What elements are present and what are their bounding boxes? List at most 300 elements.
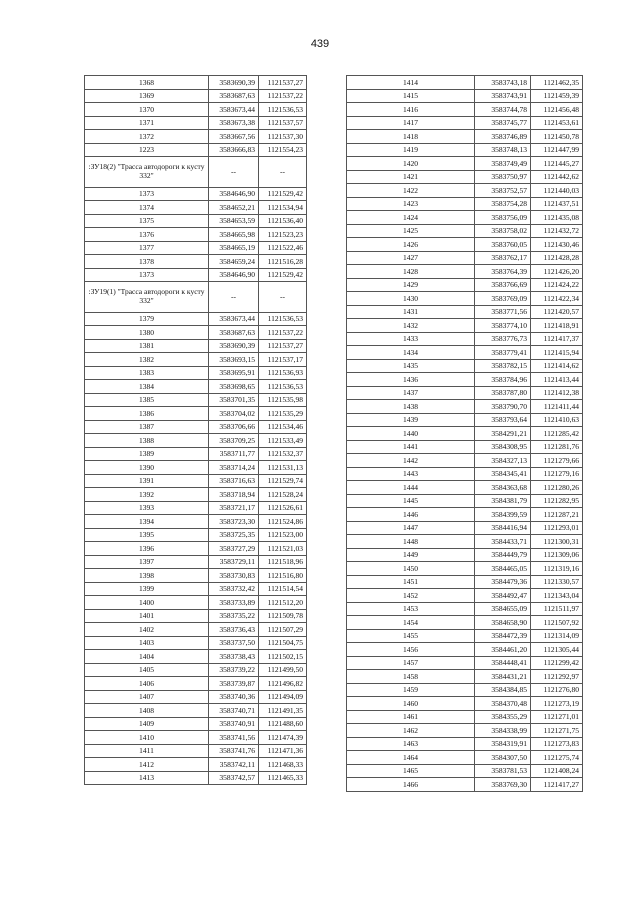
y-coordinate-cell: 1121494,09 (259, 690, 307, 704)
table-row (85, 474, 307, 488)
table-row (347, 602, 583, 616)
table-row (347, 481, 583, 495)
x-coordinate-cell: 3584327,13 (475, 454, 531, 468)
point-number-cell: 1429 (347, 278, 475, 292)
point-number-cell: 1380 (85, 326, 209, 340)
point-number-cell: 1407 (85, 690, 209, 704)
table-row (347, 413, 583, 427)
table-row (85, 636, 307, 650)
y-coordinate-cell: 1121518,96 (259, 555, 307, 569)
y-coordinate-cell: 1121465,33 (259, 771, 307, 785)
y-coordinate-cell: 1121516,80 (259, 569, 307, 583)
y-coordinate-cell: 1121299,42 (531, 656, 583, 670)
x-coordinate-cell: 3583752,57 (475, 184, 531, 198)
point-number-cell: 1425 (347, 224, 475, 238)
table-row (347, 251, 583, 265)
x-coordinate-cell: 3583748,13 (475, 143, 531, 157)
x-coordinate-cell: 3583690,39 (209, 339, 259, 353)
x-coordinate-cell: 3583740,71 (209, 704, 259, 718)
point-number-cell: 1368 (85, 76, 209, 90)
section-label-cell: :ЗУ18(2) "Трасса автодороги к кусту 332" (85, 157, 209, 188)
x-coordinate-cell: 3584461,20 (475, 643, 531, 657)
x-coordinate-cell: 3583729,11 (209, 555, 259, 569)
table-row (85, 758, 307, 772)
point-number-cell: 1403 (85, 636, 209, 650)
y-coordinate-cell: 1121300,31 (531, 535, 583, 549)
table-row (85, 103, 307, 117)
table-row (347, 643, 583, 657)
table-row (85, 241, 307, 255)
x-coordinate-cell: 3583745,77 (475, 116, 531, 130)
point-number-cell: 1378 (85, 255, 209, 269)
point-number-cell: 1411 (85, 744, 209, 758)
table-row (347, 211, 583, 225)
point-number-cell: 1423 (347, 197, 475, 211)
point-number-cell: 1433 (347, 332, 475, 346)
y-coordinate-cell: 1121523,00 (259, 528, 307, 542)
x-coordinate-cell: 3583714,24 (209, 461, 259, 475)
y-coordinate-cell: 1121531,13 (259, 461, 307, 475)
y-coordinate-cell: 1121418,91 (531, 319, 583, 333)
x-coordinate-cell: 3584381,79 (475, 494, 531, 508)
y-coordinate-cell: 1121280,26 (531, 481, 583, 495)
y-coordinate-cell: 1121417,37 (531, 332, 583, 346)
table-row (85, 89, 307, 103)
y-coordinate-cell: 1121420,57 (531, 305, 583, 319)
x-coordinate-cell: 3583782,15 (475, 359, 531, 373)
point-number-cell: 1440 (347, 427, 475, 441)
y-coordinate-cell: 1121271,01 (531, 710, 583, 724)
x-coordinate-cell: 3583693,15 (209, 353, 259, 367)
table-row (85, 650, 307, 664)
point-number-cell: 1428 (347, 265, 475, 279)
table-row (85, 326, 307, 340)
table-row (347, 373, 583, 387)
y-coordinate-cell: 1121471,36 (259, 744, 307, 758)
y-coordinate-cell: 1121535,29 (259, 407, 307, 421)
point-number-cell: 1445 (347, 494, 475, 508)
y-coordinate-cell: 1121410,63 (531, 413, 583, 427)
point-number-cell: 1442 (347, 454, 475, 468)
y-coordinate-cell: 1121276,80 (531, 683, 583, 697)
table-row (347, 710, 583, 724)
x-coordinate-cell: 3583769,09 (475, 292, 531, 306)
x-coordinate-cell: 3583743,18 (475, 76, 531, 90)
point-number-cell: 1384 (85, 380, 209, 394)
point-number-cell: 1382 (85, 353, 209, 367)
y-coordinate-cell: 1121516,28 (259, 255, 307, 269)
table-row (85, 228, 307, 242)
point-number-cell: 1398 (85, 569, 209, 583)
point-number-cell: 1439 (347, 413, 475, 427)
x-coordinate-cell: 3584448,41 (475, 656, 531, 670)
point-number-cell: 1401 (85, 609, 209, 623)
y-coordinate-cell: 1121507,92 (531, 616, 583, 630)
y-coordinate-cell: 1121343,04 (531, 589, 583, 603)
table-row (347, 778, 583, 792)
table-row (347, 751, 583, 765)
y-coordinate-cell: 1121529,42 (259, 187, 307, 201)
y-coordinate-cell: 1121509,78 (259, 609, 307, 623)
x-coordinate-cell: 3584399,59 (475, 508, 531, 522)
section-header-row (85, 282, 307, 313)
table-row (347, 494, 583, 508)
point-number-cell: 1399 (85, 582, 209, 596)
table-row (347, 548, 583, 562)
table-row (85, 214, 307, 228)
x-coordinate-cell: 3584465,05 (475, 562, 531, 576)
x-coordinate-cell: 3583787,80 (475, 386, 531, 400)
point-number-cell: 1435 (347, 359, 475, 373)
coordinates-table-right (346, 75, 583, 792)
point-number-cell: 1375 (85, 214, 209, 228)
table-row (85, 542, 307, 556)
y-coordinate-cell: 1121537,17 (259, 353, 307, 367)
table-row (85, 447, 307, 461)
y-coordinate-cell: 1121496,82 (259, 677, 307, 691)
x-coordinate-cell: 3584646,90 (209, 268, 259, 282)
point-number-cell: 1451 (347, 575, 475, 589)
x-coordinate-cell: 3583698,65 (209, 380, 259, 394)
point-number-cell: 1418 (347, 130, 475, 144)
x-coordinate-cell: 3584653,59 (209, 214, 259, 228)
y-coordinate-cell: 1121279,16 (531, 467, 583, 481)
point-number-cell: 1447 (347, 521, 475, 535)
x-coordinate-cell: 3584363,68 (475, 481, 531, 495)
y-coordinate-cell: 1121523,23 (259, 228, 307, 242)
x-coordinate-cell: 3583673,44 (209, 312, 259, 326)
x-coordinate-cell: 3583716,63 (209, 474, 259, 488)
y-coordinate-cell: 1121271,75 (531, 724, 583, 738)
table-row (85, 76, 307, 90)
y-coordinate-cell: 1121287,21 (531, 508, 583, 522)
point-number-cell: 1393 (85, 501, 209, 515)
x-coordinate-cell: 3583736,43 (209, 623, 259, 637)
point-number-cell: 1383 (85, 366, 209, 380)
table-row (347, 292, 583, 306)
point-number-cell: 1415 (347, 89, 475, 103)
point-number-cell: 1446 (347, 508, 475, 522)
point-number-cell: 1436 (347, 373, 475, 387)
table-row (347, 683, 583, 697)
x-coordinate-cell: 3583709,25 (209, 434, 259, 448)
point-number-cell: 1413 (85, 771, 209, 785)
y-coordinate-cell: 1121474,39 (259, 731, 307, 745)
table-row (85, 690, 307, 704)
x-coordinate-cell: 3584416,94 (475, 521, 531, 535)
table-row (347, 521, 583, 535)
y-coordinate-cell: 1121462,35 (531, 76, 583, 90)
x-coordinate-cell: 3584307,50 (475, 751, 531, 765)
table-row (347, 670, 583, 684)
x-coordinate-cell: 3584665,98 (209, 228, 259, 242)
x-coordinate-cell: 3583701,35 (209, 393, 259, 407)
table-row (85, 380, 307, 394)
table-row (347, 346, 583, 360)
y-coordinate-cell: 1121426,20 (531, 265, 583, 279)
y-coordinate-cell: 1121330,57 (531, 575, 583, 589)
point-number-cell: 1416 (347, 103, 475, 117)
y-coordinate-cell: 1121522,46 (259, 241, 307, 255)
x-coordinate-cell: 3583739,22 (209, 663, 259, 677)
x-coordinate-cell: 3583666,83 (209, 143, 259, 157)
table-row (347, 103, 583, 117)
table-row (347, 589, 583, 603)
x-coordinate-cell: 3584658,90 (475, 616, 531, 630)
x-coordinate-cell: 3584431,21 (475, 670, 531, 684)
y-coordinate-cell: 1121512,20 (259, 596, 307, 610)
table-row (85, 393, 307, 407)
point-number-cell: 1448 (347, 535, 475, 549)
point-number-cell: 1408 (85, 704, 209, 718)
point-number-cell: 1424 (347, 211, 475, 225)
y-coordinate-cell: 1121537,30 (259, 130, 307, 144)
table-row (85, 339, 307, 353)
x-coordinate-cell: 3583667,56 (209, 130, 259, 144)
y-coordinate-cell: 1121536,93 (259, 366, 307, 380)
point-number-cell: 1450 (347, 562, 475, 576)
point-number-cell: 1396 (85, 542, 209, 556)
table-row (85, 555, 307, 569)
table-row (347, 575, 583, 589)
point-number-cell: 1373 (85, 187, 209, 201)
coordinates-table-left (84, 75, 307, 785)
table-row (85, 515, 307, 529)
table-row (347, 184, 583, 198)
table-row (85, 353, 307, 367)
x-coordinate-cell: 3583781,53 (475, 764, 531, 778)
x-coordinate-cell: 3583793,64 (475, 413, 531, 427)
table-row (85, 677, 307, 691)
y-coordinate-cell: 1121437,51 (531, 197, 583, 211)
table-row (347, 508, 583, 522)
point-number-cell: 1370 (85, 103, 209, 117)
y-coordinate-cell: 1121524,86 (259, 515, 307, 529)
y-coordinate-cell: 1121279,66 (531, 454, 583, 468)
table-row (85, 143, 307, 157)
y-coordinate-cell: 1121536,53 (259, 103, 307, 117)
x-coordinate-cell: 3583739,87 (209, 677, 259, 691)
y-coordinate-cell: 1121504,75 (259, 636, 307, 650)
y-coordinate-cell: 1121536,40 (259, 214, 307, 228)
y-coordinate-cell: 1121514,54 (259, 582, 307, 596)
y-coordinate-cell: 1121533,49 (259, 434, 307, 448)
table-row (347, 170, 583, 184)
point-number-cell: 1437 (347, 386, 475, 400)
table-row (85, 731, 307, 745)
x-coordinate-cell: 3583737,50 (209, 636, 259, 650)
x-coordinate-cell: 3583779,41 (475, 346, 531, 360)
point-number-cell: 1404 (85, 650, 209, 664)
table-row (85, 201, 307, 215)
point-number-cell: 1369 (85, 89, 209, 103)
x-coordinate-cell: 3583733,89 (209, 596, 259, 610)
table-row (347, 629, 583, 643)
point-number-cell: 1422 (347, 184, 475, 198)
table-row (347, 386, 583, 400)
x-coordinate-cell: 3583756,09 (475, 211, 531, 225)
point-number-cell: 1420 (347, 157, 475, 171)
y-coordinate-cell: 1121314,09 (531, 629, 583, 643)
y-coordinate-cell: 1121459,39 (531, 89, 583, 103)
x-coordinate-cell: 3584449,79 (475, 548, 531, 562)
x-coordinate-cell: 3583741,76 (209, 744, 259, 758)
x-coordinate-cell: 3584479,36 (475, 575, 531, 589)
point-number-cell: 1372 (85, 130, 209, 144)
x-coordinate-cell: 3583749,49 (475, 157, 531, 171)
table-row (85, 420, 307, 434)
x-coordinate-cell: 3583740,91 (209, 717, 259, 731)
x-coordinate-cell: 3584319,91 (475, 737, 531, 751)
y-coordinate-cell: 1121319,16 (531, 562, 583, 576)
x-coordinate-cell: 3583690,39 (209, 76, 259, 90)
section-header-row (85, 157, 307, 188)
x-coordinate-cell: 3583790,70 (475, 400, 531, 414)
x-coordinate-cell: 3583742,11 (209, 758, 259, 772)
y-coordinate-cell: 1121536,53 (259, 312, 307, 326)
y-coordinate-cell: 1121537,27 (259, 339, 307, 353)
table-row (347, 76, 583, 90)
x-coordinate-cell: 3584652,21 (209, 201, 259, 215)
y-coordinate-cell: 1121534,46 (259, 420, 307, 434)
table-row (85, 744, 307, 758)
y-coordinate-cell: 1121413,44 (531, 373, 583, 387)
x-coordinate-cell: 3583744,78 (475, 103, 531, 117)
table-row (347, 454, 583, 468)
point-number-cell: 1385 (85, 393, 209, 407)
x-coordinate-cell: 3583766,69 (475, 278, 531, 292)
point-number-cell: 1389 (85, 447, 209, 461)
table-row (85, 704, 307, 718)
y-coordinate-cell: 1121529,42 (259, 268, 307, 282)
y-coordinate-cell: 1121537,27 (259, 76, 307, 90)
y-coordinate-cell: 1121415,94 (531, 346, 583, 360)
x-coordinate-cell: 3583730,83 (209, 569, 259, 583)
point-number-cell: 1386 (85, 407, 209, 421)
table-row (347, 359, 583, 373)
table-row (347, 238, 583, 252)
point-number-cell: 1444 (347, 481, 475, 495)
y-coordinate-cell: 1121537,57 (259, 116, 307, 130)
y-coordinate-cell: 1121534,94 (259, 201, 307, 215)
y-coordinate-cell: 1121422,34 (531, 292, 583, 306)
y-coordinate-cell: 1121532,37 (259, 447, 307, 461)
point-number-cell: 1453 (347, 602, 475, 616)
point-number-cell: 1441 (347, 440, 475, 454)
point-number-cell: 1223 (85, 143, 209, 157)
y-coordinate-cell: 1121305,44 (531, 643, 583, 657)
y-coordinate-cell: 1121502,15 (259, 650, 307, 664)
y-coordinate-cell: 1121535,98 (259, 393, 307, 407)
table-row (347, 89, 583, 103)
table-row (347, 305, 583, 319)
x-coordinate-cell: 3583743,91 (475, 89, 531, 103)
point-number-cell: 1400 (85, 596, 209, 610)
table-row (347, 440, 583, 454)
y-coordinate-cell: 1121424,22 (531, 278, 583, 292)
y-coordinate-cell: 1121430,46 (531, 238, 583, 252)
x-coordinate-cell: 3583732,42 (209, 582, 259, 596)
table-row (85, 130, 307, 144)
y-coordinate-cell: 1121554,23 (259, 143, 307, 157)
table-row (85, 528, 307, 542)
table-row (85, 268, 307, 282)
point-number-cell: 1462 (347, 724, 475, 738)
y-coordinate-cell: 1121521,03 (259, 542, 307, 556)
y-coordinate-cell: 1121292,97 (531, 670, 583, 684)
point-number-cell: 1430 (347, 292, 475, 306)
point-number-cell: 1388 (85, 434, 209, 448)
y-coordinate-cell: 1121445,27 (531, 157, 583, 171)
point-number-cell: 1417 (347, 116, 475, 130)
point-number-cell: 1371 (85, 116, 209, 130)
y-coordinate-cell: 1121511,97 (531, 602, 583, 616)
point-number-cell: 1460 (347, 697, 475, 711)
y-coordinate-cell: 1121432,72 (531, 224, 583, 238)
x-coordinate-cell: 3583754,28 (475, 197, 531, 211)
point-number-cell: 1421 (347, 170, 475, 184)
point-number-cell: 1452 (347, 589, 475, 603)
point-number-cell: 1432 (347, 319, 475, 333)
x-coordinate-cell: 3583762,17 (475, 251, 531, 265)
point-number-cell: 1464 (347, 751, 475, 765)
x-coordinate-cell: 3584370,48 (475, 697, 531, 711)
table-row (85, 582, 307, 596)
y-coordinate-cell: 1121275,74 (531, 751, 583, 765)
x-coordinate-cell: 3583687,63 (209, 89, 259, 103)
point-number-cell: 1392 (85, 488, 209, 502)
table-row (85, 717, 307, 731)
table-row (347, 332, 583, 346)
point-number-cell: 1376 (85, 228, 209, 242)
x-coordinate-cell: 3584355,29 (475, 710, 531, 724)
point-number-cell: 1390 (85, 461, 209, 475)
table-row (347, 143, 583, 157)
table-row (85, 623, 307, 637)
x-coordinate-cell: 3583695,91 (209, 366, 259, 380)
x-placeholder-cell: -- (209, 157, 259, 188)
table-row (347, 265, 583, 279)
point-number-cell: 1374 (85, 201, 209, 215)
page-number: 439 (310, 38, 330, 50)
point-number-cell: 1406 (85, 677, 209, 691)
point-number-cell: 1431 (347, 305, 475, 319)
x-coordinate-cell: 3583711,77 (209, 447, 259, 461)
point-number-cell: 1409 (85, 717, 209, 731)
y-coordinate-cell: 1121417,27 (531, 778, 583, 792)
table-row (347, 724, 583, 738)
point-number-cell: 1427 (347, 251, 475, 265)
y-coordinate-cell: 1121414,62 (531, 359, 583, 373)
point-number-cell: 1434 (347, 346, 475, 360)
y-coordinate-cell: 1121282,95 (531, 494, 583, 508)
table-row (85, 312, 307, 326)
point-number-cell: 1465 (347, 764, 475, 778)
y-coordinate-cell: 1121281,76 (531, 440, 583, 454)
table-row (347, 616, 583, 630)
y-coordinate-cell: 1121453,61 (531, 116, 583, 130)
y-coordinate-cell: 1121412,38 (531, 386, 583, 400)
x-coordinate-cell: 3583718,94 (209, 488, 259, 502)
point-number-cell: 1461 (347, 710, 475, 724)
table-row (347, 224, 583, 238)
x-coordinate-cell: 3584433,71 (475, 535, 531, 549)
x-coordinate-cell: 3583776,73 (475, 332, 531, 346)
point-number-cell: 1466 (347, 778, 475, 792)
table-row (85, 461, 307, 475)
table-row (347, 737, 583, 751)
table-row (85, 663, 307, 677)
